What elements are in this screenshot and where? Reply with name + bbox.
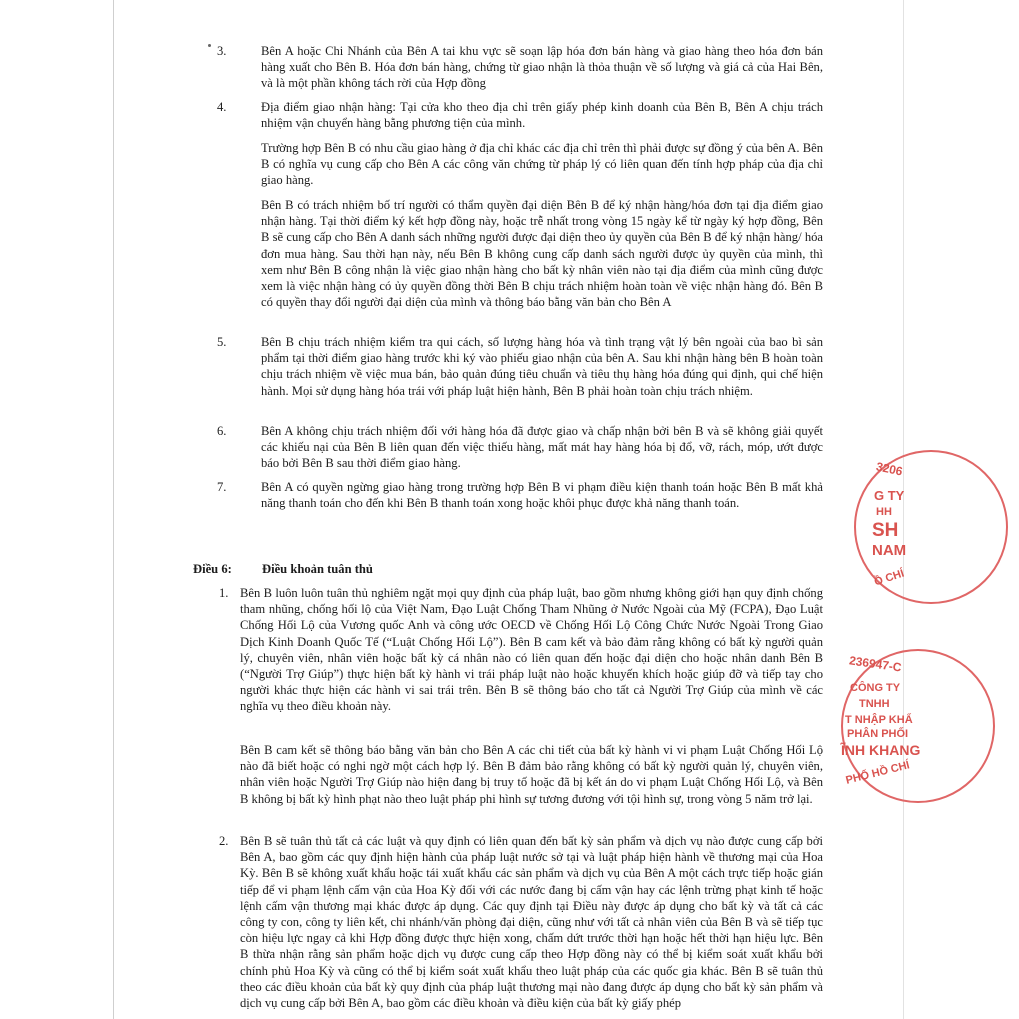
seal-text: NAM: [872, 542, 907, 559]
seal-text: SH: [872, 520, 899, 541]
company-seal-bottom: [835, 645, 1015, 795]
seal-text: PHÂN PHỐI: [847, 728, 909, 740]
clause-text: Địa điểm giao nhận hàng: Tại cửa kho theo địa chỉ trên giấy phép kinh doanh của Bên B, Bên A chịu trách nhiệm vận chuyển hàng bằng phương tiện của mình.: [261, 100, 823, 131]
clause-text: Bên B luôn luôn tuân thủ nghiêm ngặt mọi quy định của pháp luật, bao gồm nhưng không giới hạn quy định chống tham nhũng, chống hối lộ của Việt Nam, Đạo Luật Chống Tham Nhũng ở Nước Ngoài của Mỹ (FCPA), Đạo Luật Chống Hối Lộ của Vương quốc Anh và công ước OECD về Chống Hối Lộ Công Chức Nước Ngoài Trong Giao Dịch Kinh Doanh Quốc Tế (“Luật Chống Hối Lộ”). Bên B cam kết và bảo đảm rằng không có bất kỳ người quản lý, chuyên viên, nhân viên hoặc bất kỳ cá nhân nào có liên quan đến hoặc đại diện cho hoặc nhân danh Bên B (“Người Trợ Giúp”) thực hiện bất kỳ hành vi trái pháp luật nào hoặc khuyến khích hoặc giúp đỡ và tiếp tay cho người khác thực hiện các hành vi sai trái trên. Bên B sẽ thông báo cho tất cả Người Trợ Giúp của mình về các nghĩa vụ theo điều khoản này.: [240, 586, 823, 714]
clause-text: Bên A có quyền ngừng giao hàng trong trường hợp Bên B vi phạm điều kiện thanh toán hoặc Bên B mất khả năng thanh toán cho đến khi Bên B thanh toán xong hoặc khôi phục được khả năng thanh toán.: [261, 480, 823, 511]
seal-text: CÔNG TY: [850, 682, 901, 694]
seal-text: ĨNH KHANG: [841, 742, 921, 758]
clause-number: 7.: [217, 480, 227, 494]
clause-paragraph: Trường hợp Bên B có nhu cầu giao hàng ở địa chỉ khác các địa chỉ trên thì phải được sự đồng ý của bên A. Bên B có nghĩa vụ cung cấp cho Bên A các công văn chứng từ pháp lý có liên quan đến tính hợp pháp của địa chỉ giao hàng.: [261, 141, 823, 188]
article-title: Điều khoản tuân thủ: [262, 562, 373, 576]
clause-number: 5.: [217, 335, 227, 349]
clause-text: Bên B chịu trách nhiệm kiểm tra qui cách, số lượng hàng hóa và tình trạng vật lý bên ngoài của bao bì sản phẩm tại thời điểm giao hàng trước khi ký vào phiếu giao nhận của bên A. Sau khi nhận hàng bên B hoàn toàn chịu trách nhiệm về việc mua bán, bảo quản đúng tiêu chuẩn và tiêu thụ hàng hóa đúng qui định, qui chế hiện hành. Mọi sử dụng hàng hóa trái với pháp luật hiện hành, Bên B phải hoàn toàn chịu trách nhiệm.: [261, 335, 823, 398]
clause-number: 6.: [217, 424, 227, 438]
seal-code: 236947-C: [848, 653, 903, 675]
clause-number: 4.: [217, 100, 227, 114]
seal-text: G TY: [874, 488, 905, 503]
clause-text: Bên B sẽ tuân thủ tất cả các luật và quy định có liên quan đến bất kỳ sản phẩm và dịch vụ nào được cung cấp bởi Bên A, bao gồm các quy định hiện hành của pháp luật nước sở tại và luật pháp hiện hành về thương mại của Hoa Kỳ. Bên B sẽ không xuất khẩu hoặc tái xuất khẩu các sản phẩm và dịch vụ của Bên A một cách trực tiếp hoặc gián tiếp để vi phạm lệnh cấm vận của Hoa Kỳ đối với các nước đang bị cấm vận hay các lệnh trừng phạt kinh tế hoặc lệnh cấm vận thương mại khác được áp dụng. Các quy định tại Điều này được áp dụng cho bất kỳ và tất cả các công ty con, công ty liên kết, chi nhánh/văn phòng đại diện, cũng như với tất cả nhân viên của Bên B và sẽ tiếp tục còn hiệu lực ngay cả khi Hợp đồng được thực hiện xong, chấm dứt trước thời hạn hoặc hết thời hạn hiệu lực. Bên B thừa nhận rằng sản phẩm hoặc dịch vụ được cung cấp theo Hợp đồng này có thể bị kiểm soát xuất khẩu bởi chính phủ Hoa Kỳ và cũng có thể bị kiểm soát xuất khẩu theo luật pháp của các quốc gia khác. Bên B sẽ tuân thủ theo các điều khoản của bất kỳ quy định của pháp luật thương mại nào đang được áp dụng cho bất kỳ sản phẩm và dịch vụ cung cấp bởi Bên A, bao gồm các điều khoản và điều kiện của bất kỳ giấy phép: [240, 834, 823, 1011]
seal-text: TNHH: [859, 698, 890, 710]
company-seal-top: [862, 440, 1019, 610]
clause-paragraph: Bên B cam kết sẽ thông báo bằng văn bản cho Bên A các chi tiết của bất kỳ hành vi vi phạm Luật Chống Hối Lộ nào đã biết hoặc có nghi ngờ một cách hợp lý. Bên B đảm bảo rằng không có bất kỳ người quản lý, chuyên viên, nhân viên hoặc Người Trợ Giúp nào hiện đang bị truy tố hoặc đã bị kết án do vi phạm Luật Chống Hối Lộ, và Bên B không bị bất kỳ hình phạt nào theo luật pháp phi hình sự tương đương với tội hình sự, trong vòng 5 năm trở lại.: [240, 743, 823, 806]
clause-number: 1.: [219, 586, 229, 600]
clause-paragraph: Bên B có trách nhiệm bố trí người có thẩm quyền đại diện Bên B để ký nhận hàng/hóa đơn tại địa điểm giao nhận hàng. Tại thời điểm ký kết hợp đồng này, hoặc trễ nhất trong vòng 15 ngày kể từ ngày ký hợp đồng, Bên B sẽ cung cấp cho Bên A danh sách những người được đại diện theo ủy quyền của Bên B để ký nhận hàng/ hóa đơn mua hàng. Sau thời hạn này, nếu Bên B không cung cấp danh sách người được ủy quyền của mình, thì xem như Bên B công nhận là việc giao nhận hàng cho bất kỳ nhân viên nào tại địa điểm của mình cũng được xem là việc nhận hàng có ủy quyền đồng thời Bên B chịu trách nhiệm hoàn toàn về việc nhận hàng đó. Bên B có quyền thay đổi người đại diện của mình và thông báo bằng văn bản cho Bên A: [261, 198, 823, 310]
clause-number: 3.: [217, 44, 227, 58]
article-label: Điều 6:: [193, 562, 232, 576]
seal-text: Ồ CHÍ: [872, 567, 906, 589]
seal-code: 3206: [874, 459, 904, 479]
clause-text: Bên A hoặc Chi Nhánh của Bên A tai khu vực sẽ soạn lập hóa đơn bán hàng và giao hàng theo hóa đơn bán hàng xuất cho Bên B. Hóa đơn bán hàng, chứng từ giao nhận là thỏa thuận về số lượng và giá cả của Hai Bên, và là một phần không tách rời của Hợp đồng: [261, 44, 823, 91]
seal-text: T NHẬP KHẨ: [845, 714, 913, 726]
clause-text: Bên A không chịu trách nhiệm đối với hàng hóa đã được giao và chấp nhận bởi bên B và sẽ không giải quyết các khiếu nại của Bên B liên quan đến việc thiếu hàng, mất mát hay hàng hóa bị đổ, vỡ, rách, móp, ướt được báo bởi Bên B sau thời điểm giao hàng.: [261, 424, 823, 471]
clause-number: 2.: [219, 834, 229, 848]
seal-text: HH: [876, 506, 892, 518]
seal-text: PHỐ HỒ CHÍ: [844, 759, 911, 787]
